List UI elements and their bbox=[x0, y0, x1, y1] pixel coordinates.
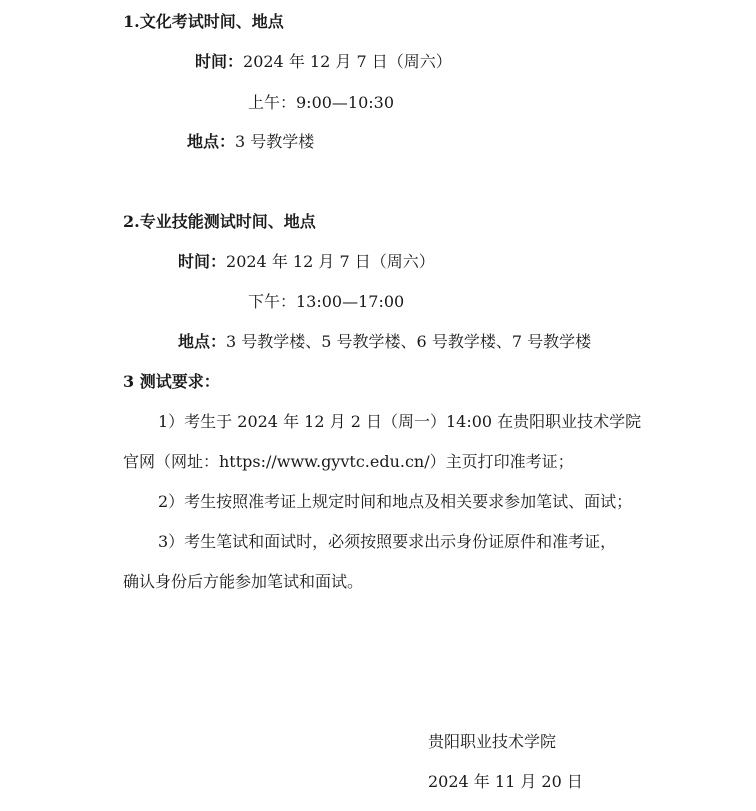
section2-place-label: 地点： bbox=[178, 332, 227, 351]
section2-place-row bbox=[178, 332, 591, 352]
section1-place-value: 3 号教学楼 bbox=[235, 132, 315, 151]
section1-place-label: 地点： bbox=[187, 132, 236, 151]
section2-time-row bbox=[178, 252, 435, 272]
section2-time-slot: 下午：13:00—17:00 bbox=[248, 292, 405, 311]
section1-time-value: 2024 年 12 月 7 日（周六） bbox=[243, 52, 452, 71]
section2-time-value: 2024 年 12 月 7 日（周六） bbox=[226, 252, 435, 271]
section1-time-label: 时间： bbox=[195, 52, 244, 71]
requirement-item-2: 2）考生按照准考证上规定时间和地点及相关要求参加笔试、面试； bbox=[158, 492, 633, 511]
section1-time-slot: 上午：9:00—10:30 bbox=[248, 93, 395, 112]
section3-heading: 3 测试要求： bbox=[123, 372, 220, 391]
section2-time-label: 时间： bbox=[178, 252, 227, 271]
requirement-item-1-line-2: 官网（网址：https://www.gyvtc.edu.cn/）主页打印准考证； bbox=[123, 452, 574, 471]
section2-heading: 2.专业技能测试时间、地点 bbox=[123, 212, 316, 231]
requirement-item-3-line-2: 确认身份后方能参加笔试和面试。 bbox=[123, 572, 364, 591]
signature-organization: 贵阳职业技术学院 bbox=[428, 732, 557, 751]
requirement-item-1-line-1: 1）考生于 2024 年 12 月 2 日（周一）14:00 在贵阳职业技术学院 bbox=[158, 412, 642, 431]
section1-heading: 1.文化考试时间、地点 bbox=[123, 12, 284, 31]
section1-time-row bbox=[195, 52, 452, 72]
section2-place-value: 3 号教学楼、5 号教学楼、6 号教学楼、7 号教学楼 bbox=[226, 332, 592, 351]
requirement-item-3-line-1: 3）考生笔试和面试时，必须按照要求出示身份证原件和准考证， bbox=[158, 532, 617, 551]
section1-place-row bbox=[187, 132, 314, 152]
signature-date: 2024 年 11 月 20 日 bbox=[428, 772, 583, 791]
